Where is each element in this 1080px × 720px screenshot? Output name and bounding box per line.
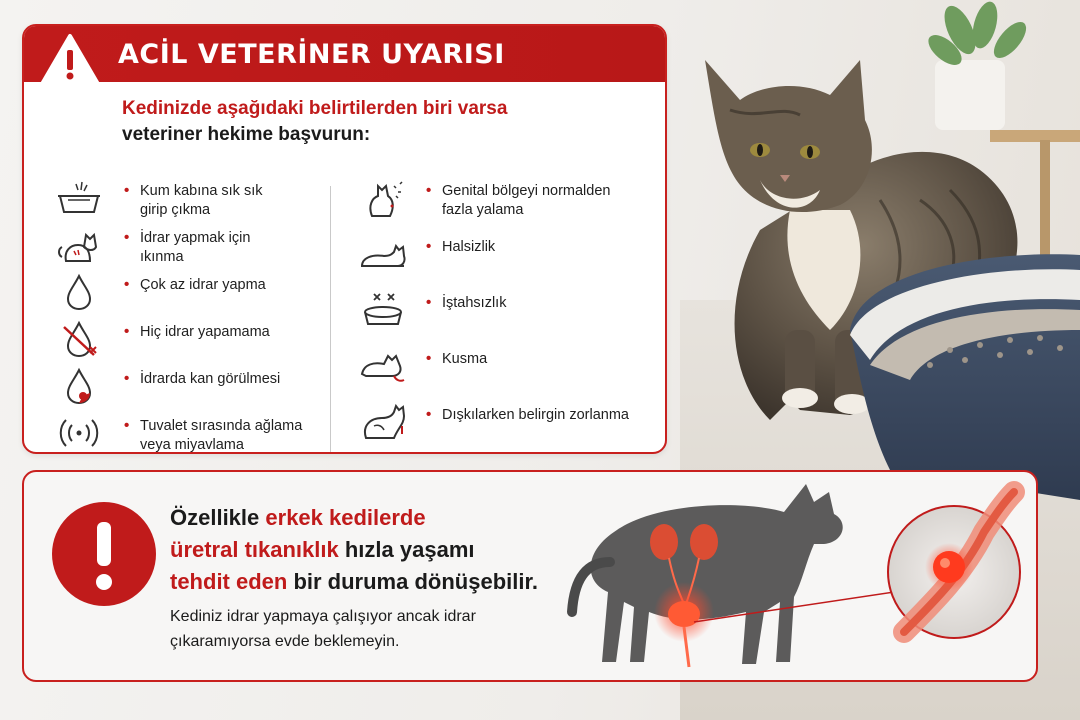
symptom-item	[48, 364, 328, 411]
symptom-text: Kum kabına sık sık girip çıkma	[140, 183, 263, 218]
symptom-text: İdrarda kan görülmesi	[140, 371, 281, 387]
symptom-text: Tuvalet sırasında ağlama veya miyavlama	[140, 418, 303, 453]
obstruction-subtext: Kediniz idrar yapmaya çalışıyor ancak idrar çıkaramıyorsa evde beklemeyin.	[170, 608, 476, 650]
bullet-dot: •	[426, 350, 432, 367]
alert-header	[24, 26, 665, 82]
empty-bowl-icon	[358, 290, 408, 330]
emergency-alert-card	[22, 24, 667, 454]
column-divider	[330, 186, 331, 454]
symptom-item	[352, 232, 652, 288]
bullet-dot: •	[124, 323, 130, 340]
intro-line-red: Kedinizde aşağıdaki belirtilerden biri varsa	[122, 98, 508, 119]
lying-cat-icon	[358, 234, 408, 274]
bullet-dot: •	[426, 238, 432, 255]
alert-intro	[122, 96, 507, 148]
water-drop-icon	[54, 272, 104, 312]
symptom-text: Genital bölgeyi normalden fazla yalama	[442, 183, 611, 218]
bullet-dot: •	[124, 417, 130, 434]
bullet-dot: •	[124, 182, 130, 199]
bullet-dot: •	[124, 370, 130, 387]
bullet-dot: •	[426, 182, 432, 199]
symptom-text: Kusma	[442, 351, 488, 367]
symptoms-right-column	[352, 176, 652, 454]
licking-cat-icon	[358, 178, 408, 218]
symptom-item	[352, 344, 652, 400]
sound-waves-icon	[54, 413, 104, 453]
symptom-item	[48, 411, 328, 454]
bullet-dot: •	[426, 294, 432, 311]
symptom-text: Çok az idrar yapma	[140, 277, 266, 293]
symptom-text: İştahsızlık	[442, 295, 507, 311]
symptom-item	[48, 270, 328, 317]
no-urine-drop-icon	[54, 319, 104, 359]
symptom-item	[352, 176, 652, 232]
symptoms-left-column	[48, 176, 328, 454]
straining-cat-icon	[54, 225, 104, 265]
symptom-text: Halsizlik	[442, 239, 496, 255]
intro-line-dark: veteriner hekime başvurun:	[122, 124, 371, 145]
warning-triangle-icon	[38, 32, 102, 90]
symptom-item	[48, 317, 328, 364]
bullet-dot: •	[124, 229, 130, 246]
blood-drop-icon	[54, 366, 104, 406]
cat-urinary-anatomy-illustration	[544, 472, 1034, 682]
symptom-text: Dışkılarken belirgin zorlanma	[442, 407, 629, 423]
vomiting-cat-icon	[358, 346, 408, 386]
bullet-dot: •	[124, 276, 130, 293]
urethral-obstruction-card	[22, 470, 1038, 682]
defecating-cat-icon	[358, 402, 408, 442]
obstruction-headline: Özellikle erkek kedilerde üretral tıkanıklık hızla yaşamı tehdit eden bir duruma dönüşebilir.	[170, 505, 538, 594]
symptom-item	[352, 288, 652, 344]
symptom-item	[352, 400, 652, 454]
symptom-item	[48, 223, 328, 270]
symptom-text: Hiç idrar yapamama	[140, 324, 270, 340]
litter-box-icon	[54, 178, 104, 218]
symptom-text: İdrar yapmak için ıkınma	[140, 230, 251, 265]
exclamation-circle-icon	[50, 500, 158, 608]
bullet-dot: •	[426, 406, 432, 423]
alert-title: ACİL VETERİNER UYARISI	[118, 39, 505, 70]
symptom-item	[48, 176, 328, 223]
